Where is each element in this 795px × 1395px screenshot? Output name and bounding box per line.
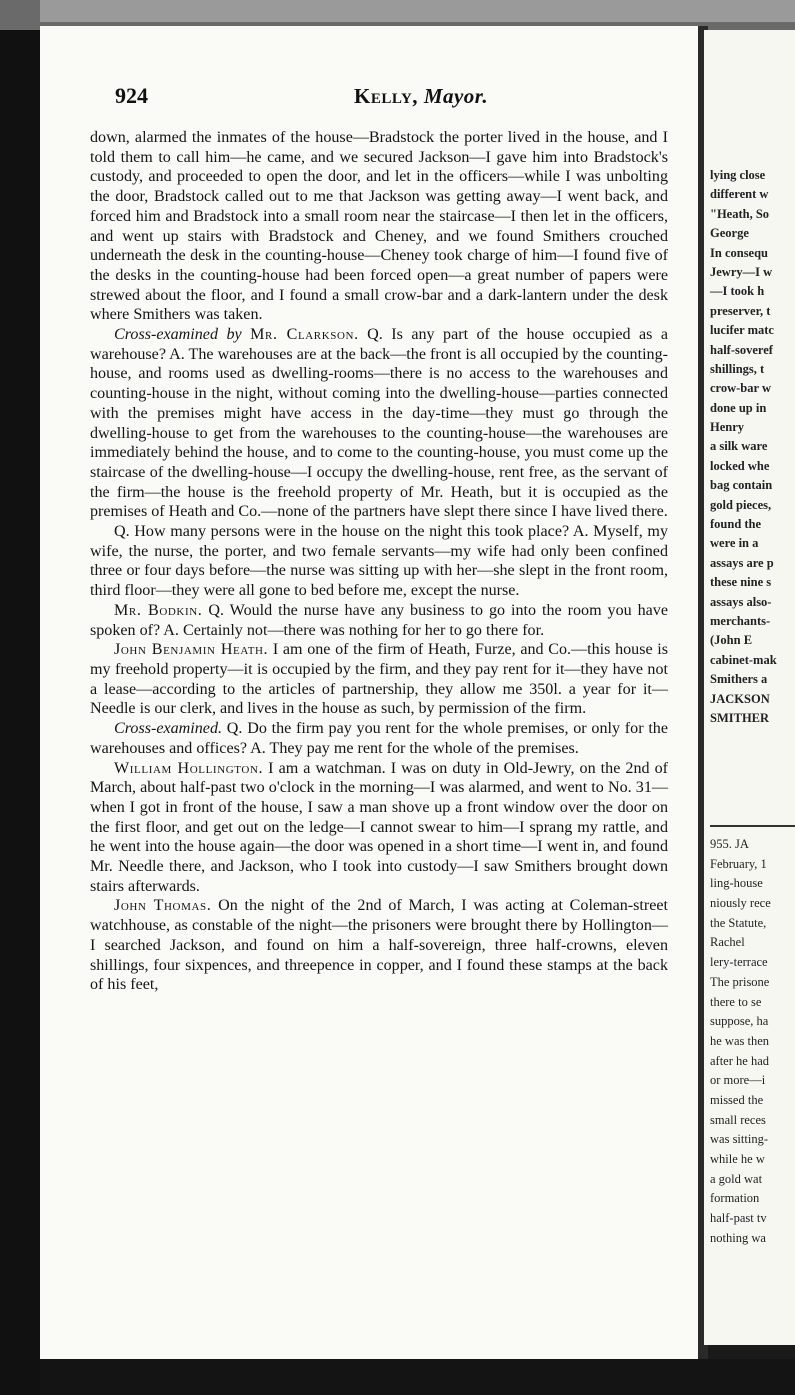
right-top-line: —I took h — [710, 284, 765, 299]
right-top-line: gold pieces, — [710, 497, 772, 512]
right-top-line: were in a — [710, 536, 759, 551]
right-top-line: Smithers a — [710, 672, 768, 687]
right-top-line: George — [710, 226, 749, 241]
right-bottom-line: niously rece — [710, 896, 771, 911]
right-bottom-line: a gold wat — [710, 1171, 763, 1186]
right-top-line: JACKSON — [710, 691, 770, 706]
right-page-bottom-lines — [710, 835, 795, 1248]
right-top-line: (John E — [710, 633, 753, 648]
right-top-line: these nine s — [710, 575, 772, 590]
paragraph-persons-question: Q. How many persons were in the house on the night this took place? A. Myself, my wife, the nurse, the porter, and two female servants—my wife had only been confined three or four days before—the nurse was sitting up with her—she slept in the front room, third floor—they were all gone to bed before me, except the nurse. — [90, 523, 668, 600]
right-page-fragment — [704, 30, 795, 1345]
running-head-name: Kelly, — [354, 84, 419, 108]
book-binding — [0, 30, 40, 1395]
right-top-line: assays also- — [710, 594, 772, 609]
right-bottom-line: half-past tv — [710, 1211, 767, 1226]
paragraph-thomas — [90, 896, 668, 995]
paragraph-text: On the night of the 2nd of March, I was acting at Coleman-street watchhouse, as constable of the night—the prisoners were brought there by Hollington—I searched Jackson, and found on him a half-sovereign, three half-crowns, eleven shillings, four sixpences, and threepence in copper, and I found these stamps at the back of his feet, — [90, 897, 668, 994]
right-bottom-line: while he w — [710, 1152, 765, 1166]
right-bottom-line: suppose, ha — [710, 1014, 769, 1029]
right-top-line: lying close — [710, 168, 766, 182]
right-bottom-line: lery-terrace — [710, 955, 768, 970]
witness-name: John Benjamin Heath. — [114, 641, 269, 659]
right-top-line: locked whe — [710, 458, 770, 473]
right-bottom-line: ling-house — [710, 876, 763, 891]
section-rule — [710, 825, 795, 827]
right-top-line: In consequ — [710, 245, 769, 260]
scan-background-top-light — [40, 0, 795, 22]
right-top-line: shillings, t — [710, 361, 765, 376]
paragraph-cross-clarkson — [90, 325, 668, 522]
cross-examined-label: Cross-examined by — [114, 326, 242, 344]
right-top-line: preserver, t — [710, 303, 771, 318]
scan-background-bottom — [40, 1359, 795, 1395]
counsel-name: Mr. Bodkin. — [114, 601, 203, 619]
right-top-line: SMITHER — [710, 710, 770, 725]
right-top-line: assays are p — [710, 555, 774, 570]
paragraph-bodkin — [90, 601, 668, 640]
paragraph-cross-heath — [90, 719, 668, 758]
paragraph-text: Q. Do the firm pay you rent for the whole premises, or only for the warehouses and offices? A. They pay me rent for the whole of the premises. — [90, 720, 668, 757]
right-bottom-line: The prisone — [710, 974, 770, 989]
paragraph-hollington — [90, 759, 668, 897]
right-bottom-line: Rachel — [710, 935, 745, 950]
right-bottom-line: he was then — [710, 1033, 770, 1048]
right-top-line: Jewry—I w — [710, 264, 773, 279]
paragraph-heath — [90, 640, 668, 719]
right-bottom-line: 955. JA — [710, 837, 749, 851]
right-page-top-lines — [710, 166, 795, 728]
right-bottom-line: after he had — [710, 1053, 769, 1068]
right-top-line: bag contain — [710, 478, 773, 493]
right-top-line: lucifer matc — [710, 323, 774, 338]
page-body — [90, 128, 668, 995]
paragraph-text: Q. Would the nurse have any business to go into the room you have spoken of? A. Certainly not—there was nothing for her to go there for. — [90, 601, 668, 639]
witness-name: William Hollington. — [114, 759, 264, 777]
right-bottom-line: nothing wa — [710, 1230, 766, 1245]
right-top-line: "Heath, So — [710, 206, 770, 221]
right-bottom-line: or more—i — [710, 1073, 766, 1088]
counsel-name: Mr. Clarkson. — [250, 326, 359, 344]
running-head-title: Mayor. — [423, 84, 489, 108]
right-bottom-line: there to se — [710, 994, 762, 1009]
right-bottom-line: small reces — [710, 1112, 766, 1127]
right-top-line: crow-bar w — [710, 381, 771, 396]
right-top-line: cabinet-mak — [710, 652, 777, 667]
right-bottom-line: formation — [710, 1191, 760, 1206]
right-bottom-line: was sitting- — [710, 1132, 768, 1147]
paragraph-text: I am one of the firm of Heath, Furze, and Co.—this house is my freehold property—it is occupied by the firm, and they pay rent for it—they have not a lease—according to the articles of partnership, they allow me 350l. a year for it—Needle is our clerk, and lives in the house as such, by permission of the firm. — [90, 641, 669, 718]
right-top-line: Henry — [710, 420, 745, 435]
right-top-line: half-soveref — [710, 342, 773, 357]
right-bottom-line: missed the — [710, 1092, 764, 1107]
right-top-line: merchants- — [710, 613, 771, 628]
right-top-line: found the — [710, 517, 762, 532]
right-top-line: a silk ware — [710, 439, 768, 454]
paragraph-text: Q. Is any part of the house occupied as a warehouse? A. The warehouses are at the back—the front is all occupied by the counting-house, and rooms used as dwelling-rooms—there is no access to the warehouses and counting-house in the night, without coming into the dwelling-house—parties connected with the premises might have access in the day-time—they must go through the dwelling-house to get from the warehouses to the counting-house—the warehouses are immediately behind the house, and to come to the counting-house, you must come up the staircase of the dwelling-house—I occupy the dwelling-house, rent free, as the servant of the firm—the house is the freehold property of Mr. Heath, but it is occupied as the premises of Heath and Co.—none of the partners have slept there since I have lived there. — [90, 326, 669, 521]
paragraph-text: I am a watchman. I was on duty in Old-Jewry, on the 2nd of March, about half-past two o'clock in the morning—I was alarmed, and went to No. 31—when I got in front of the house, I saw a man shove up a front window over the door on the first floor, and get out on the ledge—I cannot swear to him—I sprang my rattle, and he went into the house again—the door was opened in a short time—I went in, and found Mr. Needle there, and Jackson, who I took into custody—I saw Smithers brought down stairs afterwards. — [90, 759, 668, 895]
right-bottom-line: February, 1 — [710, 856, 767, 871]
right-top-line: different w — [710, 187, 769, 202]
page-number: 924 — [115, 83, 148, 108]
paragraph-needle-testimony: down, alarmed the inmates of the house—Bradstock the porter lived in the house, and I told them to call him—he came, and we secured Jackson—I gave him into Bradstock's custody, and proceeded to open the door, and let in the officers—while I was unbolting the door, Bradstock called out to me that Jackson was getting away—I went back, and forced him and Bradstock into a small room near the staircase—I then let in the officers, and went up stairs with Bradstock and Cheney, and we found Smithers crouched underneath the desk in the counting-house—Cheney took charge of him—I found five of the desks in the counting-house had been forced open—a great number of papers were strewed about the floor, and I found a small crow-bar and a dark-lantern under the desk where Smithers was taken. — [90, 129, 668, 324]
page-header — [110, 83, 690, 113]
running-head — [354, 84, 488, 109]
cross-examined-label: Cross-examined. — [114, 720, 223, 738]
witness-name: John Thomas. — [114, 897, 212, 915]
right-top-line: done up in — [710, 400, 767, 415]
right-bottom-line: the Statute, — [710, 915, 767, 930]
